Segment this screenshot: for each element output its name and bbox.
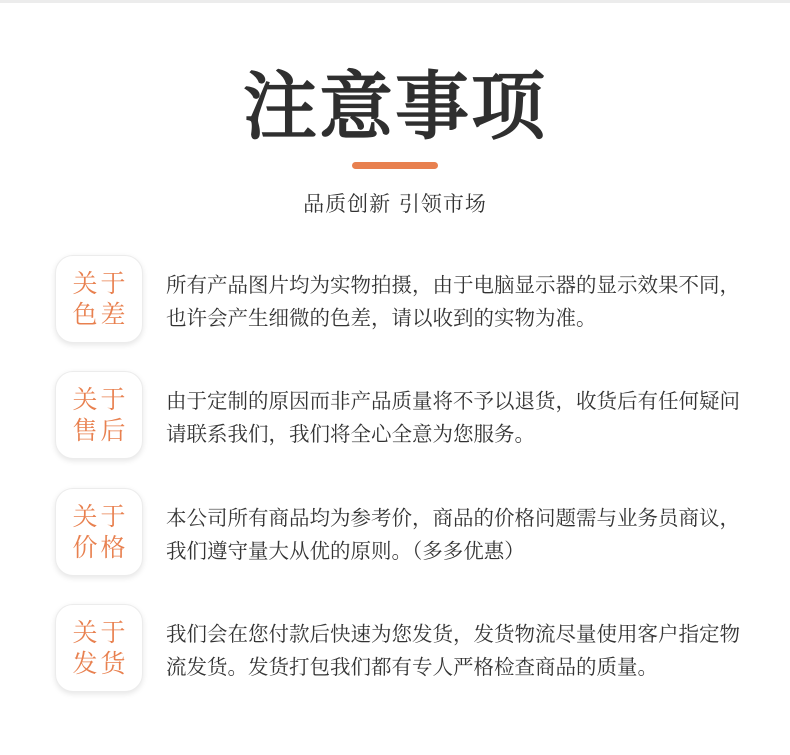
notice-text: 所有产品图片均为实物拍摄，由于电脑显示器的显示效果不同，也许会产生细微的色差，请以收到的实物为准。: [166, 273, 740, 330]
badge-line-1: 关于: [72, 269, 129, 298]
notice-badge: [55, 488, 143, 576]
notice-text: 由于定制的原因而非产品质量将不予以退货，收货后有任何疑问请联系我们，我们将全心全意为您服务。: [166, 389, 740, 446]
page-subtitle: 品质创新 引领市场: [303, 192, 487, 216]
title-underline-bar: [352, 162, 438, 169]
page-title: 注意事项: [243, 64, 547, 150]
badge-line-2: 色差: [72, 300, 129, 329]
notice-text: 本公司所有商品均为参考价，商品的价格问题需与业务员商议，我们遵守量大从优的原则。（多多优惠）: [166, 506, 740, 563]
notice-text: 我们会在您付款后快速为您发货，发货物流尽量使用客户指定物流发货。发货打包我们都有专人严格检查商品的质量。: [166, 622, 740, 679]
notice-badge: [55, 371, 143, 459]
badge-line-2: 价格: [72, 533, 129, 562]
badge-line-1: 关于: [72, 502, 129, 531]
top-divider: [0, 0, 790, 3]
notice-badge: [55, 255, 143, 343]
badge-line-2: 售后: [72, 416, 129, 445]
badge-line-1: 关于: [72, 618, 129, 647]
badge-line-1: 关于: [72, 385, 129, 414]
notice-badge: [55, 604, 143, 692]
badge-line-2: 发货: [72, 649, 129, 678]
